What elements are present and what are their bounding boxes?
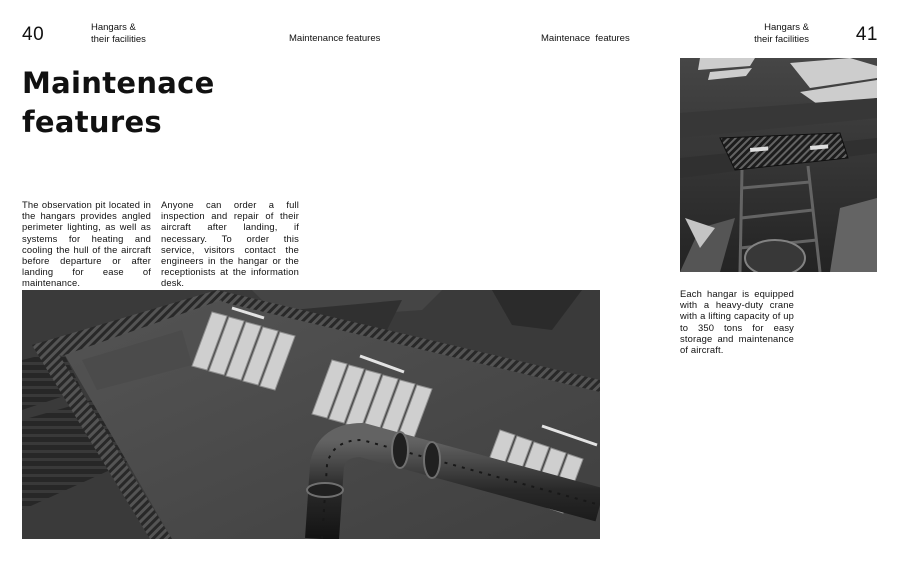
running-header-section-right: Hangars & their facilities [754, 22, 809, 45]
paragraph-inspection-repair: Anyone can order a full inspection and repair of their aircraft after landing, if necessary. To order this service, visitors contact the engineers in the hangar or the receptionists at the information desk. [161, 199, 299, 289]
running-header-topic-left: Maintenance features [289, 33, 381, 44]
running-header-topic-right: Maintenace features [541, 33, 630, 44]
page-number-right: 41 [855, 24, 878, 45]
hangar-crane-photo [680, 58, 877, 272]
paragraph-crane: Each hangar is equipped with a heavy-duty crane with a lifting capacity of up to 350 tons for easy storage and maintenance of aircraft. [680, 288, 794, 356]
observation-pit-photo [22, 290, 600, 539]
article-title: Maintenace features [22, 66, 215, 139]
page-number-left: 40 [22, 24, 45, 45]
paragraph-observation-pit: The observation pit located in the hangars provides angled perimeter lighting, as well as systems for heating and cooling the hull of the aircraft before departure or after landing for ease of maintenance. [22, 199, 151, 289]
running-header-section-left: Hangars & their facilities [91, 22, 146, 45]
